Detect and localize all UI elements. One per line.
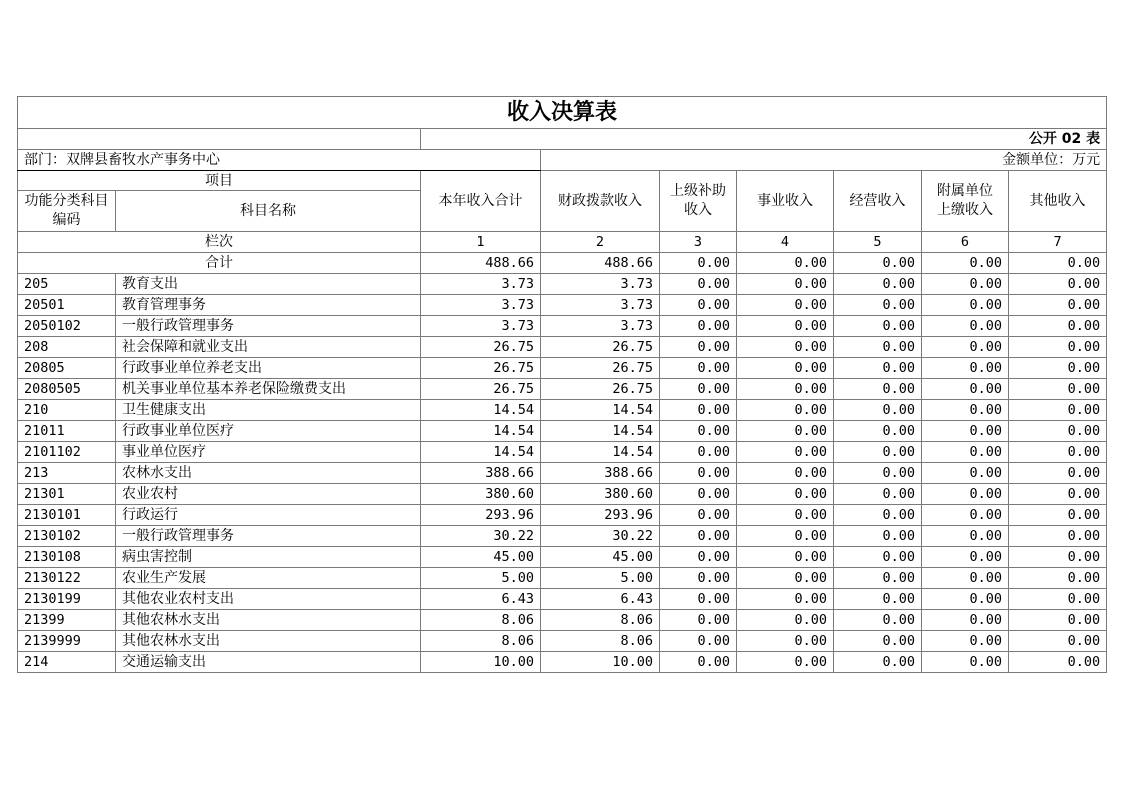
row-value-cell: 0.00: [922, 379, 1009, 400]
row-value-cell: 0.00: [834, 589, 922, 610]
row-value-cell: 8.06: [541, 631, 660, 652]
row-value-cell: 0.00: [1009, 568, 1107, 589]
row-name-cell: 行政事业单位医疗: [116, 421, 421, 442]
row-value-cell: 14.54: [421, 442, 541, 463]
row-value-cell: 0.00: [737, 337, 834, 358]
row-value-cell: 0.00: [922, 358, 1009, 379]
row-name-cell: 一般行政管理事务: [116, 316, 421, 337]
row-value-cell: 0.00: [834, 610, 922, 631]
row-value-cell: 0.00: [737, 316, 834, 337]
row-value-cell: 0.00: [1009, 358, 1107, 379]
header-other: 其他收入: [1009, 171, 1107, 232]
total-value-cell: 488.66: [421, 253, 541, 274]
table-row: [18, 358, 1107, 379]
row-value-cell: 3.73: [421, 295, 541, 316]
row-value-cell: 0.00: [737, 400, 834, 421]
row-value-cell: 0.00: [737, 652, 834, 673]
row-value-cell: 0.00: [922, 400, 1009, 421]
row-value-cell: 0.00: [737, 547, 834, 568]
row-value-cell: 388.66: [541, 463, 660, 484]
table-row: [18, 589, 1107, 610]
row-value-cell: 0.00: [922, 337, 1009, 358]
total-value-cell: 0.00: [922, 253, 1009, 274]
row-value-cell: 0.00: [660, 589, 737, 610]
row-value-cell: 0.00: [660, 463, 737, 484]
table-row: [18, 610, 1107, 631]
row-value-cell: 0.00: [660, 652, 737, 673]
row-value-cell: 0.00: [834, 316, 922, 337]
total-label: 合计: [18, 253, 421, 274]
row-name-cell: 事业单位医疗: [116, 442, 421, 463]
row-value-cell: 0.00: [660, 358, 737, 379]
row-value-cell: 8.06: [421, 631, 541, 652]
row-value-cell: 3.73: [541, 295, 660, 316]
row-name-cell: 一般行政管理事务: [116, 526, 421, 547]
row-value-cell: 0.00: [922, 631, 1009, 652]
row-value-cell: 0.00: [737, 568, 834, 589]
row-code-cell: 2130102: [18, 526, 116, 547]
row-value-cell: 0.00: [922, 442, 1009, 463]
table-row: [18, 442, 1107, 463]
row-value-cell: 0.00: [660, 379, 737, 400]
header-affiliated: 附属单位上缴收入: [922, 171, 1009, 232]
row-value-cell: 0.00: [660, 337, 737, 358]
row-code-cell: 205: [18, 274, 116, 295]
row-value-cell: 0.00: [834, 505, 922, 526]
row-name-cell: 农林水支出: [116, 463, 421, 484]
table-row: [18, 505, 1107, 526]
row-value-cell: 10.00: [421, 652, 541, 673]
header-total-income: 本年收入合计: [421, 171, 541, 232]
row-value-cell: 0.00: [660, 316, 737, 337]
row-value-cell: 0.00: [737, 274, 834, 295]
row-value-cell: 0.00: [1009, 337, 1107, 358]
row-name-cell: 行政事业单位养老支出: [116, 358, 421, 379]
row-value-cell: 0.00: [1009, 631, 1107, 652]
row-value-cell: 0.00: [922, 505, 1009, 526]
row-value-cell: 0.00: [922, 652, 1009, 673]
row-code-cell: 2130199: [18, 589, 116, 610]
table-row: [18, 463, 1107, 484]
row-code-cell: 2080505: [18, 379, 116, 400]
row-value-cell: 5.00: [541, 568, 660, 589]
row-value-cell: 0.00: [660, 400, 737, 421]
row-value-cell: 0.00: [1009, 316, 1107, 337]
row-value-cell: 0.00: [737, 505, 834, 526]
header-project: 项目: [18, 171, 421, 191]
total-value-cell: 0.00: [660, 253, 737, 274]
row-code-cell: 208: [18, 337, 116, 358]
row-value-cell: 293.96: [541, 505, 660, 526]
row-value-cell: 14.54: [541, 400, 660, 421]
row-value-cell: 14.54: [421, 421, 541, 442]
row-value-cell: 0.00: [922, 295, 1009, 316]
row-name-cell: 教育管理事务: [116, 295, 421, 316]
row-value-cell: 388.66: [421, 463, 541, 484]
row-value-cell: 380.60: [421, 484, 541, 505]
row-value-cell: 0.00: [922, 547, 1009, 568]
row-value-cell: 0.00: [834, 337, 922, 358]
row-value-cell: 26.75: [541, 358, 660, 379]
row-value-cell: 0.00: [660, 526, 737, 547]
row-value-cell: 0.00: [1009, 442, 1107, 463]
table-row: [18, 526, 1107, 547]
row-value-cell: 0.00: [737, 421, 834, 442]
row-value-cell: 0.00: [660, 631, 737, 652]
row-value-cell: 0.00: [922, 526, 1009, 547]
row-value-cell: 0.00: [660, 274, 737, 295]
row-name-cell: 其他农林水支出: [116, 631, 421, 652]
row-value-cell: 0.00: [660, 484, 737, 505]
row-value-cell: 0.00: [737, 631, 834, 652]
total-value-cell: 488.66: [541, 253, 660, 274]
row-value-cell: 0.00: [834, 442, 922, 463]
row-value-cell: 0.00: [922, 568, 1009, 589]
row-value-cell: 0.00: [834, 274, 922, 295]
table-row: [18, 568, 1107, 589]
row-value-cell: 0.00: [922, 316, 1009, 337]
header-fiscal: 财政拨款收入: [541, 171, 660, 232]
row-value-cell: 0.00: [834, 547, 922, 568]
row-value-cell: 0.00: [834, 421, 922, 442]
column-index-cell: 6: [922, 232, 1009, 253]
row-value-cell: 0.00: [1009, 589, 1107, 610]
unit-label: 金额单位：万元: [541, 150, 1107, 171]
row-value-cell: 0.00: [922, 421, 1009, 442]
row-value-cell: 3.73: [541, 274, 660, 295]
row-value-cell: 30.22: [541, 526, 660, 547]
row-value-cell: 0.00: [737, 484, 834, 505]
row-value-cell: 0.00: [1009, 484, 1107, 505]
row-value-cell: 0.00: [1009, 295, 1107, 316]
row-name-cell: 其他农业农村支出: [116, 589, 421, 610]
table-row: [18, 421, 1107, 442]
total-value-cell: 0.00: [834, 253, 922, 274]
header-business: 事业收入: [737, 171, 834, 232]
row-value-cell: 3.73: [541, 316, 660, 337]
row-value-cell: 0.00: [1009, 505, 1107, 526]
row-code-cell: 21011: [18, 421, 116, 442]
row-value-cell: 45.00: [541, 547, 660, 568]
row-code-cell: 2101102: [18, 442, 116, 463]
row-value-cell: 30.22: [421, 526, 541, 547]
income-statement-table: [17, 96, 1107, 673]
row-code-cell: 213: [18, 463, 116, 484]
row-value-cell: 0.00: [1009, 421, 1107, 442]
table-row: [18, 631, 1107, 652]
row-value-cell: 0.00: [922, 589, 1009, 610]
row-name-cell: 教育支出: [116, 274, 421, 295]
table-row: [18, 379, 1107, 400]
row-value-cell: 293.96: [421, 505, 541, 526]
row-value-cell: 0.00: [660, 547, 737, 568]
row-value-cell: 14.54: [541, 421, 660, 442]
row-value-cell: 0.00: [737, 589, 834, 610]
total-value-cell: 0.00: [737, 253, 834, 274]
row-value-cell: 0.00: [1009, 547, 1107, 568]
header-operating: 经营收入: [834, 171, 922, 232]
page-title: 收入决算表: [18, 97, 1107, 129]
department-label: 部门：双牌县畜牧水产事务中心: [18, 150, 541, 171]
column-index-cell: 4: [737, 232, 834, 253]
row-value-cell: 0.00: [737, 526, 834, 547]
row-name-cell: 病虫害控制: [116, 547, 421, 568]
row-value-cell: 26.75: [421, 337, 541, 358]
row-value-cell: 0.00: [834, 568, 922, 589]
row-value-cell: 0.00: [660, 421, 737, 442]
row-value-cell: 0.00: [834, 526, 922, 547]
row-name-cell: 社会保障和就业支出: [116, 337, 421, 358]
row-code-cell: 2130108: [18, 547, 116, 568]
column-index-cell: 5: [834, 232, 922, 253]
row-value-cell: 10.00: [541, 652, 660, 673]
row-value-cell: 0.00: [1009, 379, 1107, 400]
row-name-cell: 行政运行: [116, 505, 421, 526]
row-value-cell: 0.00: [660, 505, 737, 526]
row-value-cell: 0.00: [834, 484, 922, 505]
column-index-cell: 7: [1009, 232, 1107, 253]
column-index-cell: 1: [421, 232, 541, 253]
row-value-cell: 8.06: [421, 610, 541, 631]
row-value-cell: 0.00: [737, 442, 834, 463]
header-superior: 上级补助收入: [660, 171, 737, 232]
row-code-cell: 20805: [18, 358, 116, 379]
total-value-cell: 0.00: [1009, 253, 1107, 274]
row-code-cell: 2130122: [18, 568, 116, 589]
row-value-cell: 0.00: [922, 463, 1009, 484]
column-index-cell: 2: [541, 232, 660, 253]
row-value-cell: 6.43: [541, 589, 660, 610]
form-code: 公开 02 表: [421, 129, 1107, 150]
table-row: [18, 484, 1107, 505]
row-value-cell: 0.00: [834, 463, 922, 484]
row-value-cell: 0.00: [660, 442, 737, 463]
row-value-cell: 5.00: [421, 568, 541, 589]
row-value-cell: 0.00: [1009, 274, 1107, 295]
row-code-cell: 21399: [18, 610, 116, 631]
column-index-label: 栏次: [18, 232, 421, 253]
row-value-cell: 3.73: [421, 316, 541, 337]
row-value-cell: 0.00: [834, 358, 922, 379]
row-value-cell: 8.06: [541, 610, 660, 631]
table-row: [18, 274, 1107, 295]
table-row: [18, 652, 1107, 673]
row-code-cell: 20501: [18, 295, 116, 316]
row-value-cell: 0.00: [834, 631, 922, 652]
row-value-cell: 0.00: [737, 358, 834, 379]
row-value-cell: 0.00: [834, 295, 922, 316]
row-value-cell: 0.00: [660, 610, 737, 631]
table-row: [18, 547, 1107, 568]
row-value-cell: 0.00: [922, 610, 1009, 631]
row-code-cell: 210: [18, 400, 116, 421]
row-value-cell: 0.00: [737, 463, 834, 484]
table-row: [18, 337, 1107, 358]
row-value-cell: 0.00: [737, 379, 834, 400]
row-value-cell: 0.00: [737, 295, 834, 316]
row-name-cell: 机关事业单位基本养老保险缴费支出: [116, 379, 421, 400]
row-value-cell: 0.00: [834, 379, 922, 400]
header-name: 科目名称: [116, 191, 421, 232]
row-name-cell: 其他农林水支出: [116, 610, 421, 631]
row-value-cell: 0.00: [1009, 400, 1107, 421]
row-name-cell: 交通运输支出: [116, 652, 421, 673]
row-value-cell: 14.54: [421, 400, 541, 421]
row-name-cell: 卫生健康支出: [116, 400, 421, 421]
row-value-cell: 0.00: [1009, 463, 1107, 484]
column-index-cell: 3: [660, 232, 737, 253]
table-row: [18, 316, 1107, 337]
row-code-cell: 2050102: [18, 316, 116, 337]
row-value-cell: 0.00: [660, 295, 737, 316]
row-code-cell: 21301: [18, 484, 116, 505]
row-value-cell: 26.75: [541, 379, 660, 400]
row-value-cell: 0.00: [922, 274, 1009, 295]
row-name-cell: 农业农村: [116, 484, 421, 505]
row-value-cell: 380.60: [541, 484, 660, 505]
row-value-cell: 0.00: [834, 652, 922, 673]
row-value-cell: 0.00: [737, 610, 834, 631]
row-value-cell: 26.75: [421, 358, 541, 379]
row-code-cell: 2139999: [18, 631, 116, 652]
table-row: [18, 295, 1107, 316]
row-code-cell: 2130101: [18, 505, 116, 526]
row-value-cell: 0.00: [1009, 526, 1107, 547]
row-value-cell: 26.75: [541, 337, 660, 358]
table-row: [18, 400, 1107, 421]
row-code-cell: 214: [18, 652, 116, 673]
row-name-cell: 农业生产发展: [116, 568, 421, 589]
row-value-cell: 0.00: [834, 400, 922, 421]
row-value-cell: 3.73: [421, 274, 541, 295]
row-value-cell: 0.00: [922, 484, 1009, 505]
row-value-cell: 45.00: [421, 547, 541, 568]
row-value-cell: 0.00: [660, 568, 737, 589]
row-value-cell: 14.54: [541, 442, 660, 463]
row-value-cell: 26.75: [421, 379, 541, 400]
row-value-cell: 6.43: [421, 589, 541, 610]
row-value-cell: 0.00: [1009, 610, 1107, 631]
row-value-cell: 0.00: [1009, 652, 1107, 673]
header-code: 功能分类科目编码: [18, 191, 116, 232]
